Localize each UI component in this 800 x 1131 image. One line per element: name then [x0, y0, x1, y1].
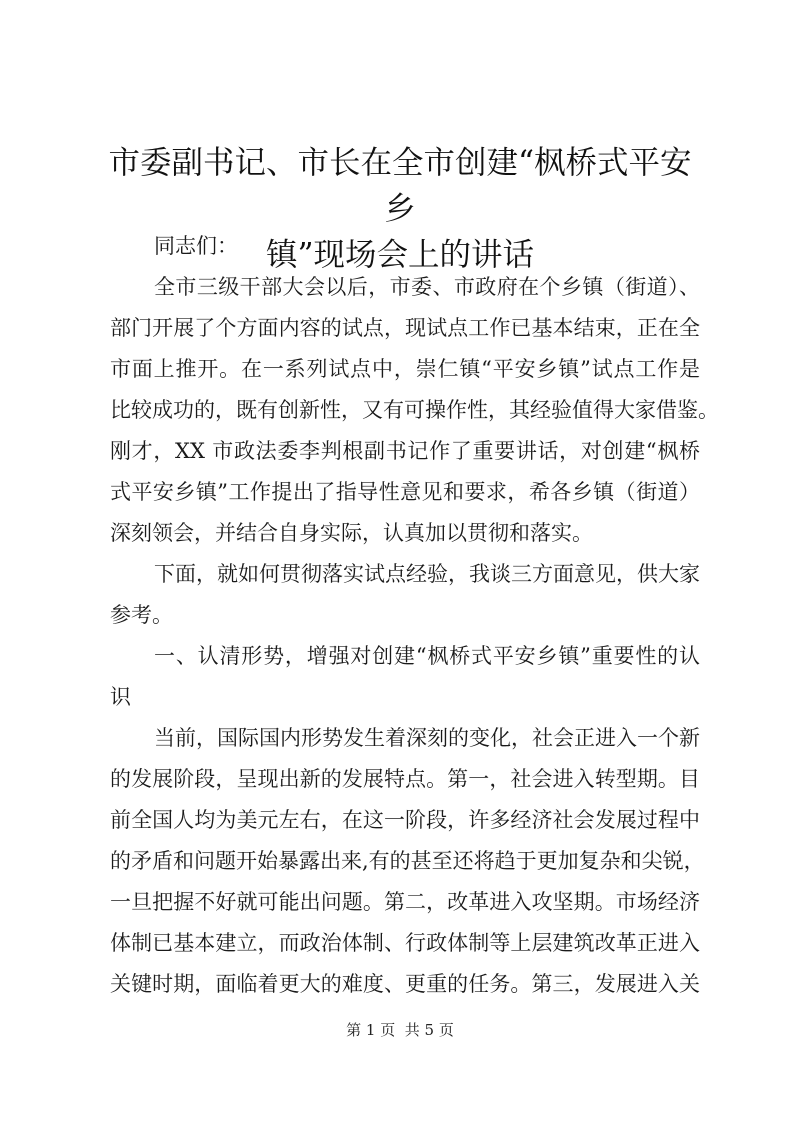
text-line: 深刻领会，并结合自身实际，认真加以贯彻和落实。	[110, 521, 593, 545]
text-line: 体制已基本建立，而政治体制、行政体制等上层建筑改革正进入	[110, 931, 700, 955]
page-footer	[0, 1019, 800, 1041]
text-line: 比较成功的，既有创新性，又有可操作性，其经验值得大家借鉴。	[110, 398, 719, 422]
text-line: 一旦把握不好就可能出问题。第二，改革进入攻坚期。市场经济	[110, 890, 700, 914]
text-line: 全市三级干部大会以后，市委、市政府在个乡镇（街道）、	[154, 275, 700, 299]
section-heading-line: 一、认清形势，增强对创建“枫桥式平安乡镇”重要性的认	[154, 644, 700, 668]
text-line: 市面上推开。在一系列试点中，崇仁镇“平安乡镇”试点工作是	[110, 357, 700, 381]
text-line: 部门开展了个方面内容的试点，现试点工作已基本结束，正在全	[110, 316, 700, 340]
salutation: 同志们：	[154, 234, 238, 258]
text-line: 刚才，XX 市政法委李判根副书记作了重要讲话，对创建“枫桥	[110, 439, 700, 463]
section-heading-line: 识	[110, 685, 131, 709]
text-line: 的矛盾和问题开始暴露出来,有的甚至还将趋于更加复杂和尖锐，	[110, 849, 705, 873]
text-line: 下面，就如何贯彻落实试点经验，我谈三方面意见，供大家	[154, 562, 700, 586]
text-line: 前全国人均为美元左右，在这一阶段，许多经济社会发展过程中	[110, 808, 700, 832]
title-line-2: 镇”现场会上的讲话	[265, 237, 535, 273]
text-line: 式平安乡镇”工作提出了指导性意见和要求，希各乡镇（街道）	[110, 480, 700, 504]
text-line: 关键时期，面临着更大的难度、更重的任务。第三，发展进入关	[110, 972, 700, 996]
title-line-1: 市委副书记、市长在全市创建“枫桥式平安乡	[108, 145, 692, 227]
text-line: 当前，国际国内形势发生着深刻的变化，社会正进入一个新	[154, 726, 700, 750]
page-number: 第 1 页 共 5 页	[346, 1021, 454, 1039]
text-line: 参考。	[110, 603, 173, 627]
text-line: 的发展阶段，呈现出新的发展特点。第一，社会进入转型期。目	[110, 767, 700, 791]
